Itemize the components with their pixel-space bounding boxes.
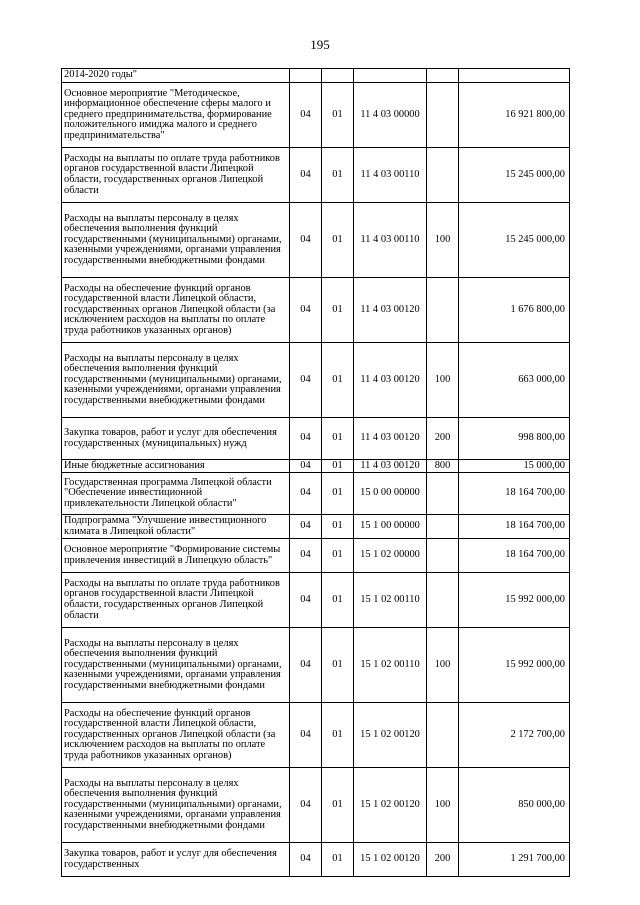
table-row (62, 515, 570, 539)
section-code: 04 (290, 703, 322, 768)
table-row (62, 843, 570, 877)
subsection-code: 01 (322, 473, 354, 515)
target-article-code: 15 1 02 00120 (354, 768, 427, 843)
subsection-code: 01 (322, 148, 354, 203)
table-row (62, 343, 570, 418)
table-row (62, 539, 570, 573)
amount: 850 000,00 (459, 768, 570, 843)
expense-type-code (427, 278, 459, 343)
amount: 16 921 800,00 (459, 83, 570, 148)
table-row (62, 148, 570, 203)
expense-type-code: 800 (427, 460, 459, 473)
target-article-code (354, 69, 427, 83)
target-article-code: 11 4 03 00120 (354, 343, 427, 418)
section-code: 04 (290, 539, 322, 573)
table-row (62, 573, 570, 628)
table-row (62, 83, 570, 148)
subsection-code: 01 (322, 203, 354, 278)
amount: 15 245 000,00 (459, 148, 570, 203)
expense-type-code (427, 69, 459, 83)
row-name: Подпрограмма "Улучшение инвестиционного климата в Липецкой области" (62, 515, 290, 539)
expense-type-code (427, 703, 459, 768)
section-code: 04 (290, 628, 322, 703)
table-row (62, 628, 570, 703)
row-name: Государственная программа Липецкой области "Обеспечение инвестиционной привлекательности Липецкой области" (62, 473, 290, 515)
row-name: Расходы на обеспечение функций органов государственной власти Липецкой области, государственных органов Липецкой области (за исключением расходов на выплаты по оплате труда работников указанных органов) (62, 278, 290, 343)
table-row (62, 278, 570, 343)
row-name: Расходы на выплаты персоналу в целях обеспечения выполнения функций государственными (муниципальными) органами, казенными учреждениями, органами управления государственными внебюджетными фондами (62, 203, 290, 278)
target-article-code: 11 4 03 00000 (354, 83, 427, 148)
section-code: 04 (290, 460, 322, 473)
row-name: Иные бюджетные ассигнования (62, 460, 290, 473)
amount: 18 164 700,00 (459, 539, 570, 573)
target-article-code: 11 4 03 00110 (354, 148, 427, 203)
row-name: Расходы на обеспечение функций органов государственной власти Липецкой области, государственных органов Липецкой области (за исключением расходов на выплаты по оплате труда работников указанных органов) (62, 703, 290, 768)
expense-type-code (427, 515, 459, 539)
row-name: Расходы на выплаты персоналу в целях обеспечения выполнения функций государственными (муниципальными) органами, казенными учреждениями, органами управления государственными внебюджетными фондами (62, 343, 290, 418)
expense-type-code (427, 83, 459, 148)
subsection-code: 01 (322, 515, 354, 539)
target-article-code: 15 1 02 00110 (354, 573, 427, 628)
section-code: 04 (290, 473, 322, 515)
table-row (62, 69, 570, 83)
section-code: 04 (290, 515, 322, 539)
section-code: 04 (290, 83, 322, 148)
subsection-code: 01 (322, 843, 354, 877)
target-article-code: 15 1 00 00000 (354, 515, 427, 539)
table-row (62, 703, 570, 768)
table-row (62, 473, 570, 515)
amount: 1 676 800,00 (459, 278, 570, 343)
amount: 1 291 700,00 (459, 843, 570, 877)
target-article-code: 11 4 03 00120 (354, 278, 427, 343)
page-number: 195 (310, 37, 330, 52)
amount: 18 164 700,00 (459, 515, 570, 539)
expense-type-code: 200 (427, 418, 459, 460)
amount: 15 000,00 (459, 460, 570, 473)
expense-type-code: 100 (427, 628, 459, 703)
budget-table (61, 68, 570, 877)
subsection-code (322, 69, 354, 83)
subsection-code: 01 (322, 343, 354, 418)
subsection-code: 01 (322, 460, 354, 473)
subsection-code: 01 (322, 83, 354, 148)
expense-type-code (427, 539, 459, 573)
row-name: Основное мероприятие "Формирование системы привлечения инвестиций в Липецкую область" (62, 539, 290, 573)
section-code: 04 (290, 148, 322, 203)
subsection-code: 01 (322, 573, 354, 628)
row-name: Расходы на выплаты по оплате труда работников органов государственной власти Липецкой области, государственных органов Липецкой области (62, 148, 290, 203)
table-row (62, 418, 570, 460)
target-article-code: 15 1 02 00120 (354, 703, 427, 768)
table-row (62, 203, 570, 278)
row-name: Основное мероприятие "Методическое, информационное обеспечение сферы малого и среднего предпринимательства, формирование положительного имиджа малого и среднего предпринимательства" (62, 83, 290, 148)
section-code: 04 (290, 278, 322, 343)
expense-type-code (427, 473, 459, 515)
expense-type-code: 100 (427, 343, 459, 418)
row-name: 2014-2020 годы" (62, 69, 290, 83)
target-article-code: 15 0 00 00000 (354, 473, 427, 515)
amount (459, 69, 570, 83)
subsection-code: 01 (322, 768, 354, 843)
row-name: Расходы на выплаты персоналу в целях обеспечения выполнения функций государственными (муниципальными) органами, казенными учреждениями, органами управления государственными внебюджетными фондами (62, 768, 290, 843)
target-article-code: 15 1 02 00110 (354, 628, 427, 703)
target-article-code: 11 4 03 00120 (354, 460, 427, 473)
subsection-code: 01 (322, 278, 354, 343)
row-name: Расходы на выплаты по оплате труда работников органов государственной власти Липецкой области, государственных органов Липецкой области (62, 573, 290, 628)
expense-type-code: 200 (427, 843, 459, 877)
section-code: 04 (290, 418, 322, 460)
row-name: Закупка товаров, работ и услуг для обеспечения государственных (62, 843, 290, 877)
amount: 2 172 700,00 (459, 703, 570, 768)
section-code: 04 (290, 203, 322, 278)
subsection-code: 01 (322, 703, 354, 768)
amount: 18 164 700,00 (459, 473, 570, 515)
subsection-code: 01 (322, 628, 354, 703)
amount: 998 800,00 (459, 418, 570, 460)
expense-type-code (427, 573, 459, 628)
row-name: Расходы на выплаты персоналу в целях обеспечения выполнения функций государственными (муниципальными) органами, казенными учреждениями, органами управления государственными внебюджетными фондами (62, 628, 290, 703)
section-code: 04 (290, 843, 322, 877)
table-row (62, 460, 570, 473)
row-name: Закупка товаров, работ и услуг для обеспечения государственных (муниципальных) нужд (62, 418, 290, 460)
subsection-code: 01 (322, 418, 354, 460)
section-code (290, 69, 322, 83)
amount: 663 000,00 (459, 343, 570, 418)
amount: 15 992 000,00 (459, 628, 570, 703)
target-article-code: 11 4 03 00120 (354, 418, 427, 460)
section-code: 04 (290, 573, 322, 628)
expense-type-code (427, 148, 459, 203)
target-article-code: 15 1 02 00000 (354, 539, 427, 573)
section-code: 04 (290, 768, 322, 843)
amount: 15 245 000,00 (459, 203, 570, 278)
expense-type-code: 100 (427, 768, 459, 843)
expense-type-code: 100 (427, 203, 459, 278)
section-code: 04 (290, 343, 322, 418)
target-article-code: 11 4 03 00110 (354, 203, 427, 278)
target-article-code: 15 1 02 00120 (354, 843, 427, 877)
subsection-code: 01 (322, 539, 354, 573)
table-row (62, 768, 570, 843)
amount: 15 992 000,00 (459, 573, 570, 628)
